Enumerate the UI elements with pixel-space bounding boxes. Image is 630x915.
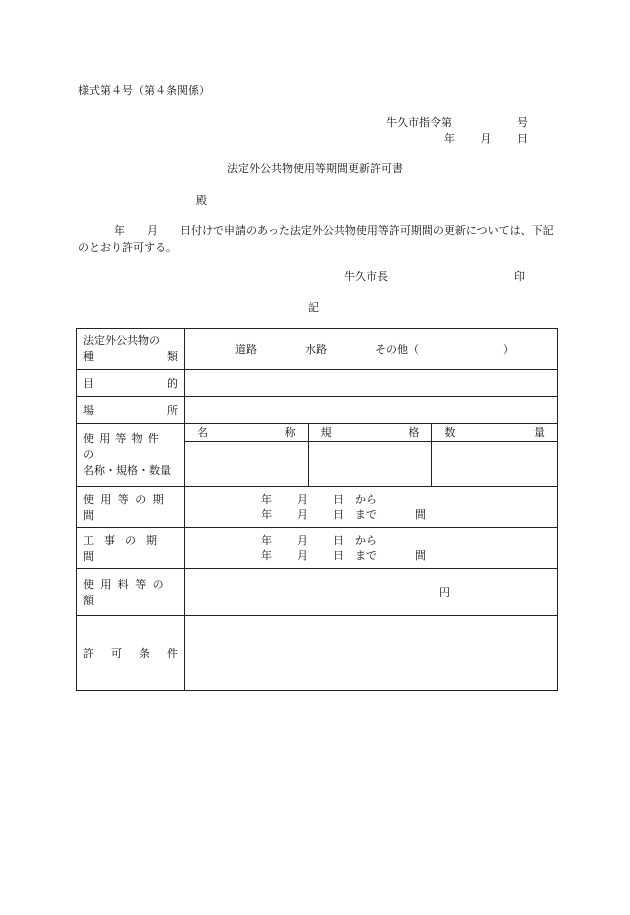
- fee-label: 使用料等の額: [77, 569, 185, 616]
- items-subbody: [185, 441, 557, 486]
- items-label-line1: 使用等物件の: [83, 432, 164, 461]
- body-text: [78, 222, 558, 256]
- kind-label-line1: 法定外公共物の: [83, 334, 160, 347]
- place-char2: 所: [167, 404, 178, 417]
- body-year: 年: [114, 224, 125, 237]
- permit-table: [76, 328, 558, 691]
- items-header-name: 名 称: [185, 424, 309, 441]
- row-purpose: [77, 370, 558, 397]
- issue-year: 年: [444, 132, 455, 145]
- kind-value: [185, 329, 558, 370]
- body-text-after: 日付けで申請のあった法定外公共物使用等許可期間の更新については、下記のとおり許可する。: [78, 224, 554, 254]
- row-place: [77, 397, 558, 424]
- purpose-label: [77, 370, 185, 397]
- items-spec-cell: [309, 442, 433, 486]
- usage-period-label: 使用等の期間: [77, 487, 185, 528]
- conditions-label: 許 可 条 件: [77, 616, 185, 691]
- work-period-value: 年 月 日 から 年 月 日 まで 間: [185, 528, 558, 569]
- conditions-value: [185, 616, 558, 691]
- place-value: [185, 397, 558, 424]
- form-number: 様式第４号（第４条関係）: [78, 84, 210, 97]
- items-header-qty: 数 量: [444, 426, 545, 439]
- purpose-value: [185, 370, 558, 397]
- mayor-title: 牛久市長: [344, 270, 388, 283]
- row-work-period: [77, 528, 558, 569]
- row-kind: [77, 329, 558, 370]
- fee-unit: 円: [439, 586, 450, 599]
- purpose-char2: 的: [167, 377, 178, 390]
- items-name-cell: [185, 442, 309, 486]
- kind-other-open: その他（: [375, 343, 419, 356]
- issuer-number: [386, 114, 528, 130]
- kind-other-close: ）: [503, 343, 514, 356]
- kind-label-char2: 類: [167, 350, 178, 363]
- row-items: [77, 424, 558, 487]
- items-value: [185, 424, 558, 487]
- usage-period-value: 年 月 日 から 年 月 日 まで 間: [185, 487, 558, 528]
- fee-value: [185, 569, 558, 616]
- place-label: [77, 397, 185, 424]
- place-char1: 場: [83, 404, 94, 417]
- items-subheader: [185, 424, 557, 441]
- seal-mark: 印: [514, 270, 525, 283]
- items-label: [77, 424, 185, 487]
- kind-road: 道路: [235, 343, 257, 356]
- row-conditions: [77, 616, 558, 691]
- items-label-line2: 名称・規格・数量: [83, 464, 171, 477]
- items-header-spec: 規 格: [309, 424, 433, 441]
- kind-label-char1: 種: [83, 350, 94, 363]
- purpose-char1: 目: [83, 377, 94, 390]
- addressee-suffix: 殿: [196, 194, 207, 207]
- issuer-prefix: 牛久市指令第: [386, 116, 452, 129]
- kind-label: [77, 329, 185, 370]
- issuer-suffix: 号: [517, 116, 528, 129]
- issue-date: [444, 130, 528, 146]
- document-title: 法定外公共物使用等期間更新許可書: [227, 162, 403, 175]
- issue-month: 月: [480, 132, 492, 145]
- issue-day: 日: [517, 132, 528, 145]
- kind-waterway: 水路: [305, 343, 327, 356]
- ki-heading: 記: [308, 301, 319, 314]
- row-fee: [77, 569, 558, 616]
- items-qty-cell: [432, 442, 557, 486]
- body-month: 月: [147, 224, 158, 237]
- work-period-label: 工事の期間: [77, 528, 185, 569]
- row-usage-period: [77, 487, 558, 528]
